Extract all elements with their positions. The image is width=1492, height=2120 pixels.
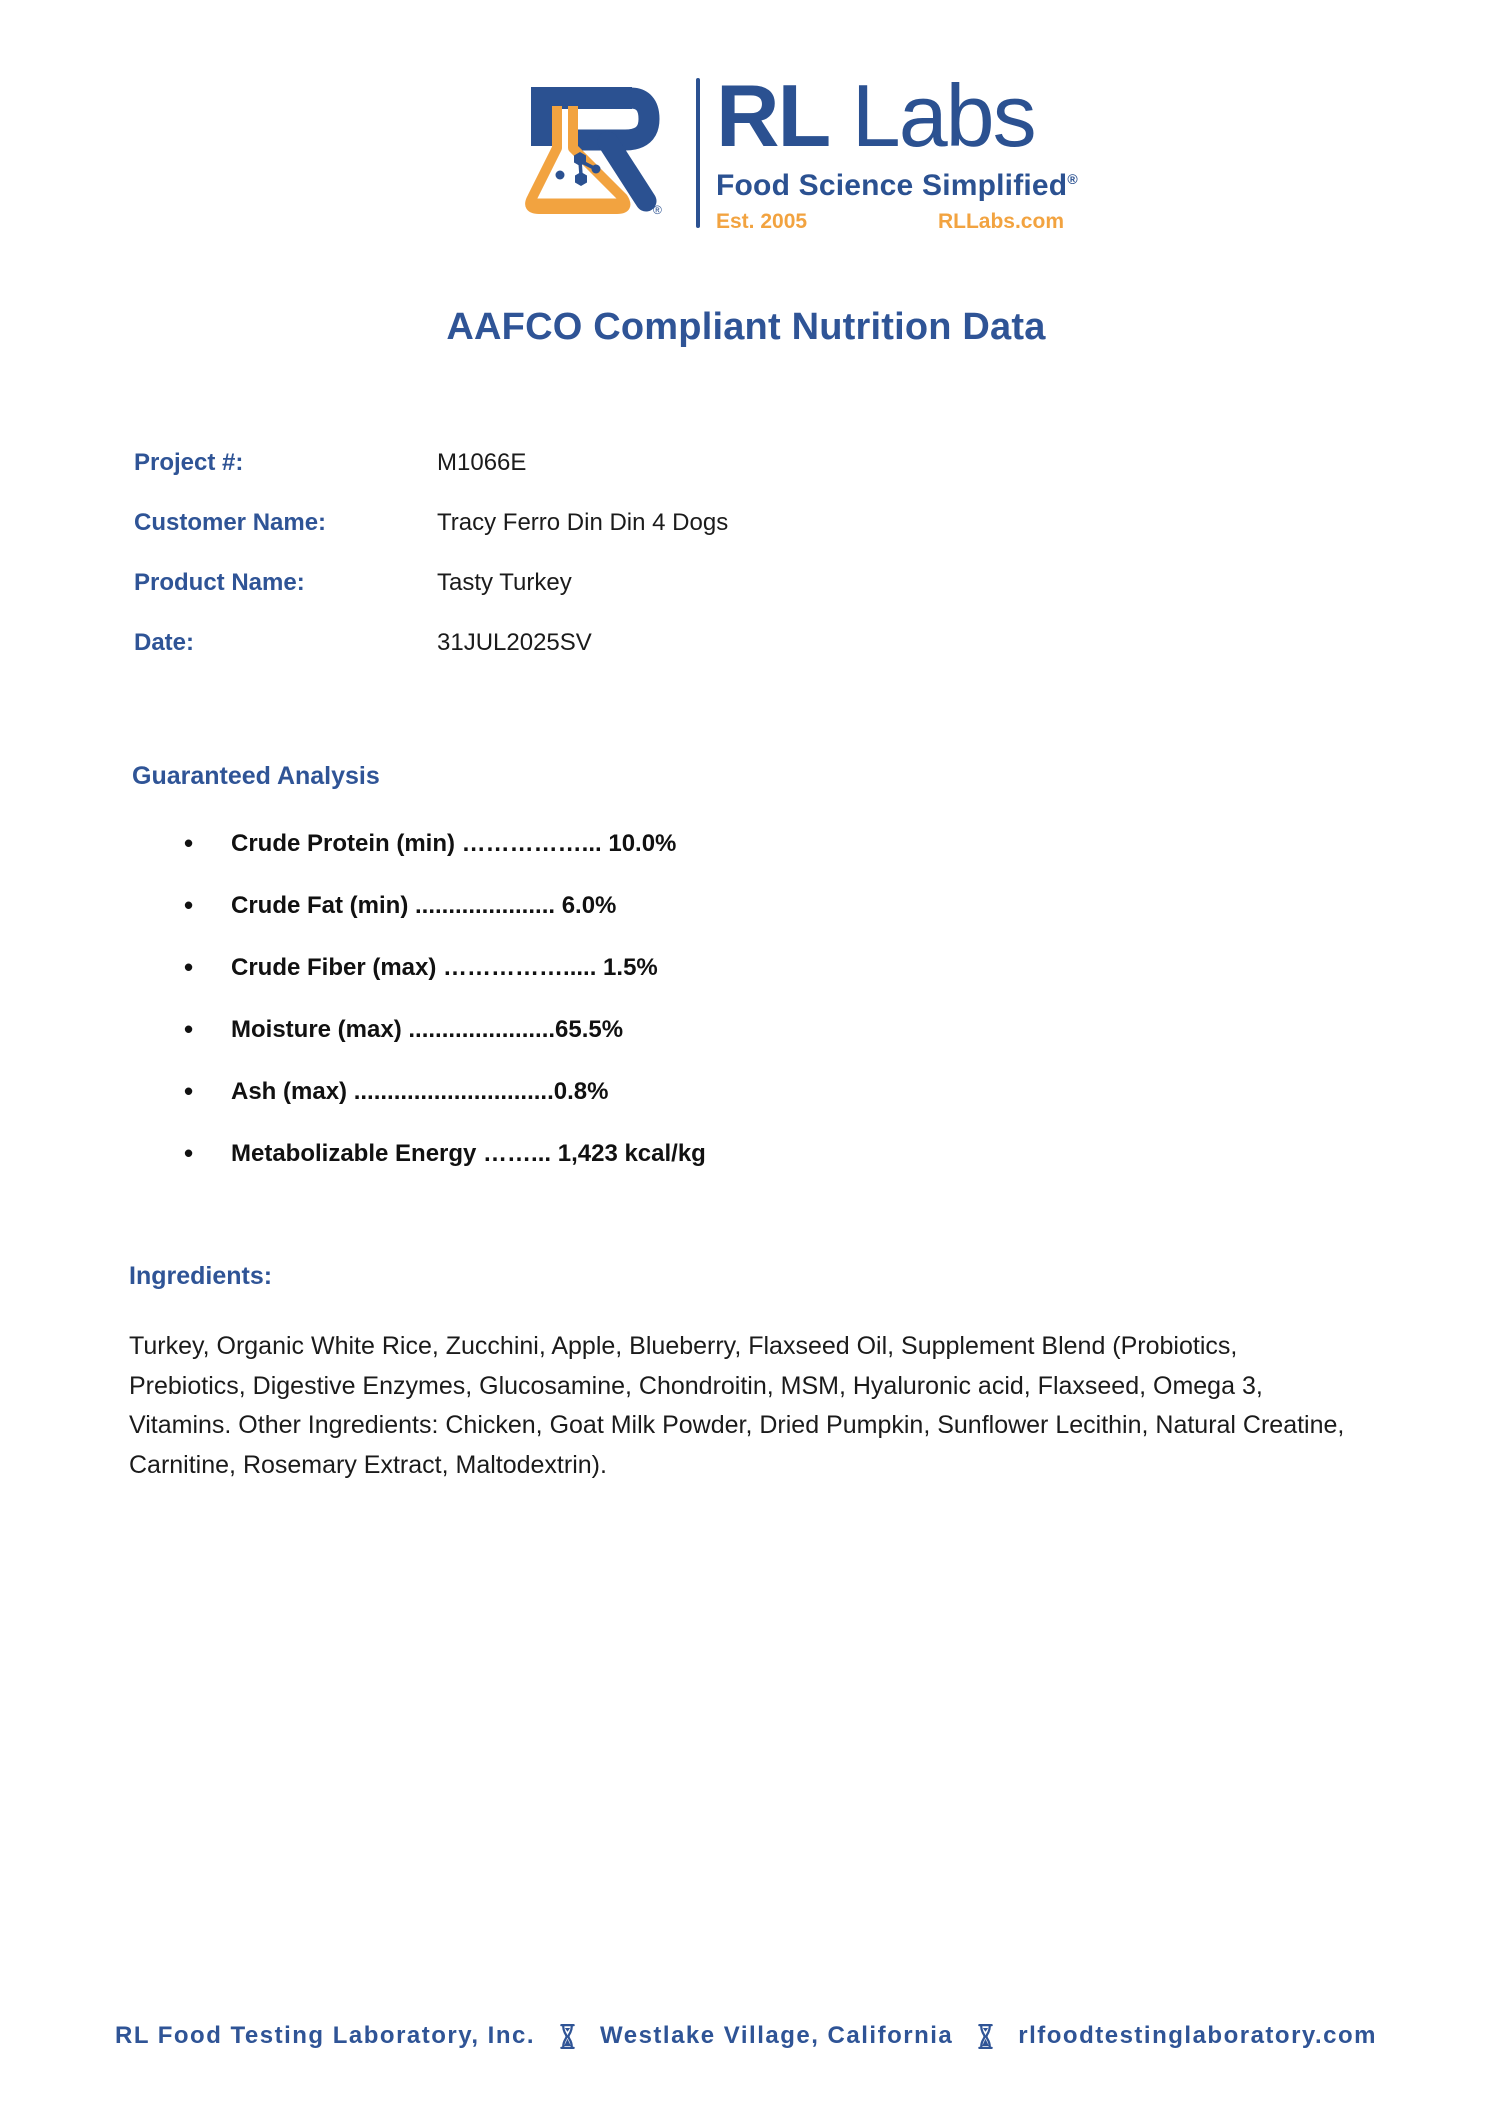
field-label: Customer Name: <box>134 509 327 536</box>
page-footer <box>0 2022 1492 2050</box>
list-item <box>132 890 706 920</box>
project-info-fields <box>134 450 728 690</box>
logo-text-block <box>716 66 1078 234</box>
bullet-marker: • <box>184 1138 194 1168</box>
list-item <box>132 1076 706 1106</box>
tagline-registered-mark: ® <box>1067 170 1078 187</box>
logo-divider <box>696 78 700 228</box>
logo-brand-labs: Labs <box>829 66 1035 165</box>
list-item-text: Ash (max) ..............................0.8% <box>231 1078 609 1105</box>
ingredients-heading: Ingredients: <box>129 1262 273 1290</box>
field-label: Project #: <box>134 449 244 476</box>
logo-brand-name <box>716 66 1064 165</box>
field-value: M1066E <box>437 449 527 476</box>
hourglass-icon <box>977 2023 994 2050</box>
flask-molecule-icon <box>520 76 670 218</box>
field-value: 31JUL2025SV <box>437 629 592 656</box>
list-item <box>132 1138 706 1168</box>
guaranteed-analysis-list <box>132 828 706 1168</box>
field-row-product <box>134 570 728 596</box>
bullet-marker: • <box>184 1014 194 1044</box>
bullet-marker: • <box>184 1076 194 1106</box>
list-item-text: Moisture (max) ......................65.5% <box>231 1016 624 1043</box>
field-row-project <box>134 450 728 476</box>
logo-website: RLLabs.com <box>937 209 1064 233</box>
list-item-text: Crude Fiber (max) ……………..... 1.5% <box>231 954 658 981</box>
logo-brand-rl: RL <box>716 66 830 165</box>
ingredients-paragraph: Turkey, Organic White Rice, Zucchini, Apple, Blueberry, Flaxseed Oil, Supplement Blend (Probiotics, Prebiotics, Digestive Enzymes, Glucosamine, Chondroitin, MSM, Hyaluronic acid, Flaxseed, Omega 3, Vitamins. Other Ingredients: Chicken, Goat Milk Powder, Dried Pumpkin, Sunflower Lecithin, Natural Creatine, Carnitine, Rosemary Extract, Maltodextrin). <box>129 1332 1345 1479</box>
bullet-marker: • <box>184 890 194 920</box>
page-title: AAFCO Compliant Nutrition Data <box>446 306 1046 348</box>
list-item-text: Metabolizable Energy ……... 1,423 kcal/kg <box>231 1140 706 1167</box>
list-item-text: Crude Protein (min) ……………... 10.0% <box>231 830 677 857</box>
hourglass-icon <box>559 2023 576 2050</box>
rl-labs-logo <box>520 66 1078 234</box>
field-label: Product Name: <box>134 569 305 596</box>
field-label: Date: <box>134 629 195 656</box>
guaranteed-analysis-section <box>132 763 706 1203</box>
list-item <box>132 952 706 982</box>
bullet-marker: • <box>184 952 194 982</box>
ingredients-section <box>129 1263 1347 1485</box>
field-value: Tracy Ferro Din Din 4 Dogs <box>437 509 729 536</box>
footer-website: rlfoodtestinglaboratory.com <box>1018 2022 1377 2049</box>
logo-registered-mark: ® <box>653 203 662 217</box>
logo-bottom-row <box>716 210 1064 234</box>
footer-location: Westlake Village, California <box>600 2022 954 2049</box>
list-item <box>132 1014 706 1044</box>
list-item-text: Crude Fat (min) ..................... 6.0% <box>231 892 617 919</box>
logo-tagline: Food Science Simplified® <box>716 168 1078 202</box>
footer-company: RL Food Testing Laboratory, Inc. <box>114 2022 535 2049</box>
field-row-customer <box>134 510 728 536</box>
list-item <box>132 828 706 858</box>
bullet-marker: • <box>184 828 194 858</box>
logo-established: Est. 2005 <box>716 209 808 233</box>
field-value: Tasty Turkey <box>437 569 572 596</box>
field-row-date <box>134 630 728 656</box>
guaranteed-analysis-heading: Guaranteed Analysis <box>132 762 380 790</box>
